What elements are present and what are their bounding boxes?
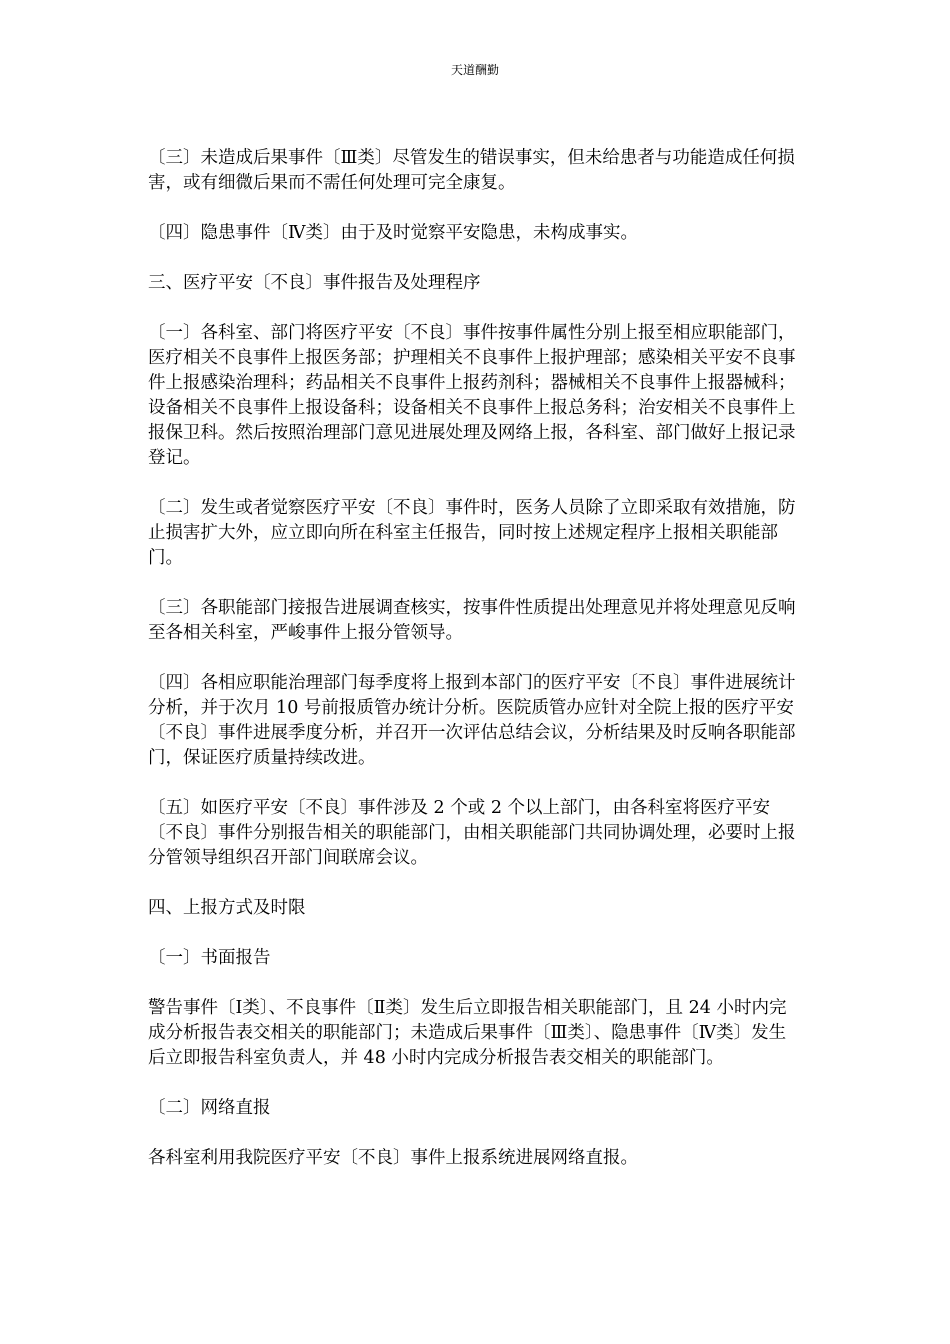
section-heading-4: 四、上报方式及时限: [148, 898, 306, 918]
subheading-online-report: 〔二〕网络直报: [148, 1098, 271, 1118]
document-body: [148, 146, 800, 1196]
paragraph-event-class-4: 〔四〕隐患事件〔Ⅳ类〕由于及时觉察平安隐患，未构成事实。: [148, 223, 638, 243]
section-heading-3: 三、医疗平安〔不良〕事件报告及处理程序: [148, 273, 481, 293]
paragraph-procedure-3: 〔三〕各职能部门接报告进展调查核实，按事件性质提出处理意见并将处理意见反响至各相关科室，严峻事件上报分管领导。: [148, 598, 796, 643]
page-header: 天道酬勤: [450, 63, 499, 77]
subheading-written-report: 〔一〕书面报告: [148, 948, 271, 968]
paragraph-event-class-3: 〔三〕未造成后果事件〔Ⅲ类〕尽管发生的错误事实，但未给患者与功能造成任何损害，或有细微后果而不需任何处理可完全康复。: [148, 148, 795, 193]
paragraph-procedure-4: 〔四〕各相应职能治理部门每季度将上报到本部门的医疗平安〔不良〕事件进展统计分析，并于次月 10 号前报质管办统计分析。医院质管办应针对全院上报的医疗平安〔不良〕事件进展季度分析，并召开一次评估总结会议，分析结果及时反响各职能部门，保证医疗质量持续改进。: [148, 673, 796, 768]
paragraph-procedure-2: 〔二〕发生或者觉察医疗平安〔不良〕事件时，医务人员除了立即采取有效措施，防止损害扩大外，应立即向所在科室主任报告，同时按上述规定程序上报相关职能部门。: [148, 498, 796, 568]
paragraph-procedure-5: 〔五〕如医疗平安〔不良〕事件涉及 2 个或 2 个以上部门，由各科室将医疗平安〔不良〕事件分别报告相关的职能部门，由相关职能部门共同协调处理，必要时上报分管领导组织召开部门间联席会议。: [148, 798, 796, 868]
paragraph-online-report: 各科室利用我院医疗平安〔不良〕事件上报系统进展网络直报。: [148, 1148, 638, 1168]
paragraph-procedure-1: 〔一〕各科室、部门将医疗平安〔不良〕事件按事件属性分别上报至相应职能部门，医疗相关不良事件上报医务部；护理相关不良事件上报护理部；感染相关平安不良事件上报感染治理科；药品相关不良事件上报药剂科；器械相关不良事件上报器械科；设备相关不良事件上报设备科；设备相关不良事件上报总务科；治安相关不良事件上报保卫科。然后按照治理部门意见进展处理及网络上报，各科室、部门做好上报记录登记。: [148, 323, 796, 468]
paragraph-written-report: 警告事件〔Ⅰ类〕、不良事件〔Ⅱ类〕发生后立即报告相关职能部门，且 24 小时内完成分析报告表交相关的职能部门；未造成后果事件〔Ⅲ类〕、隐患事件〔Ⅳ类〕发生后立即报告科室负责人，并 48 小时内完成分析报告表交相关的职能部门。: [148, 998, 787, 1068]
